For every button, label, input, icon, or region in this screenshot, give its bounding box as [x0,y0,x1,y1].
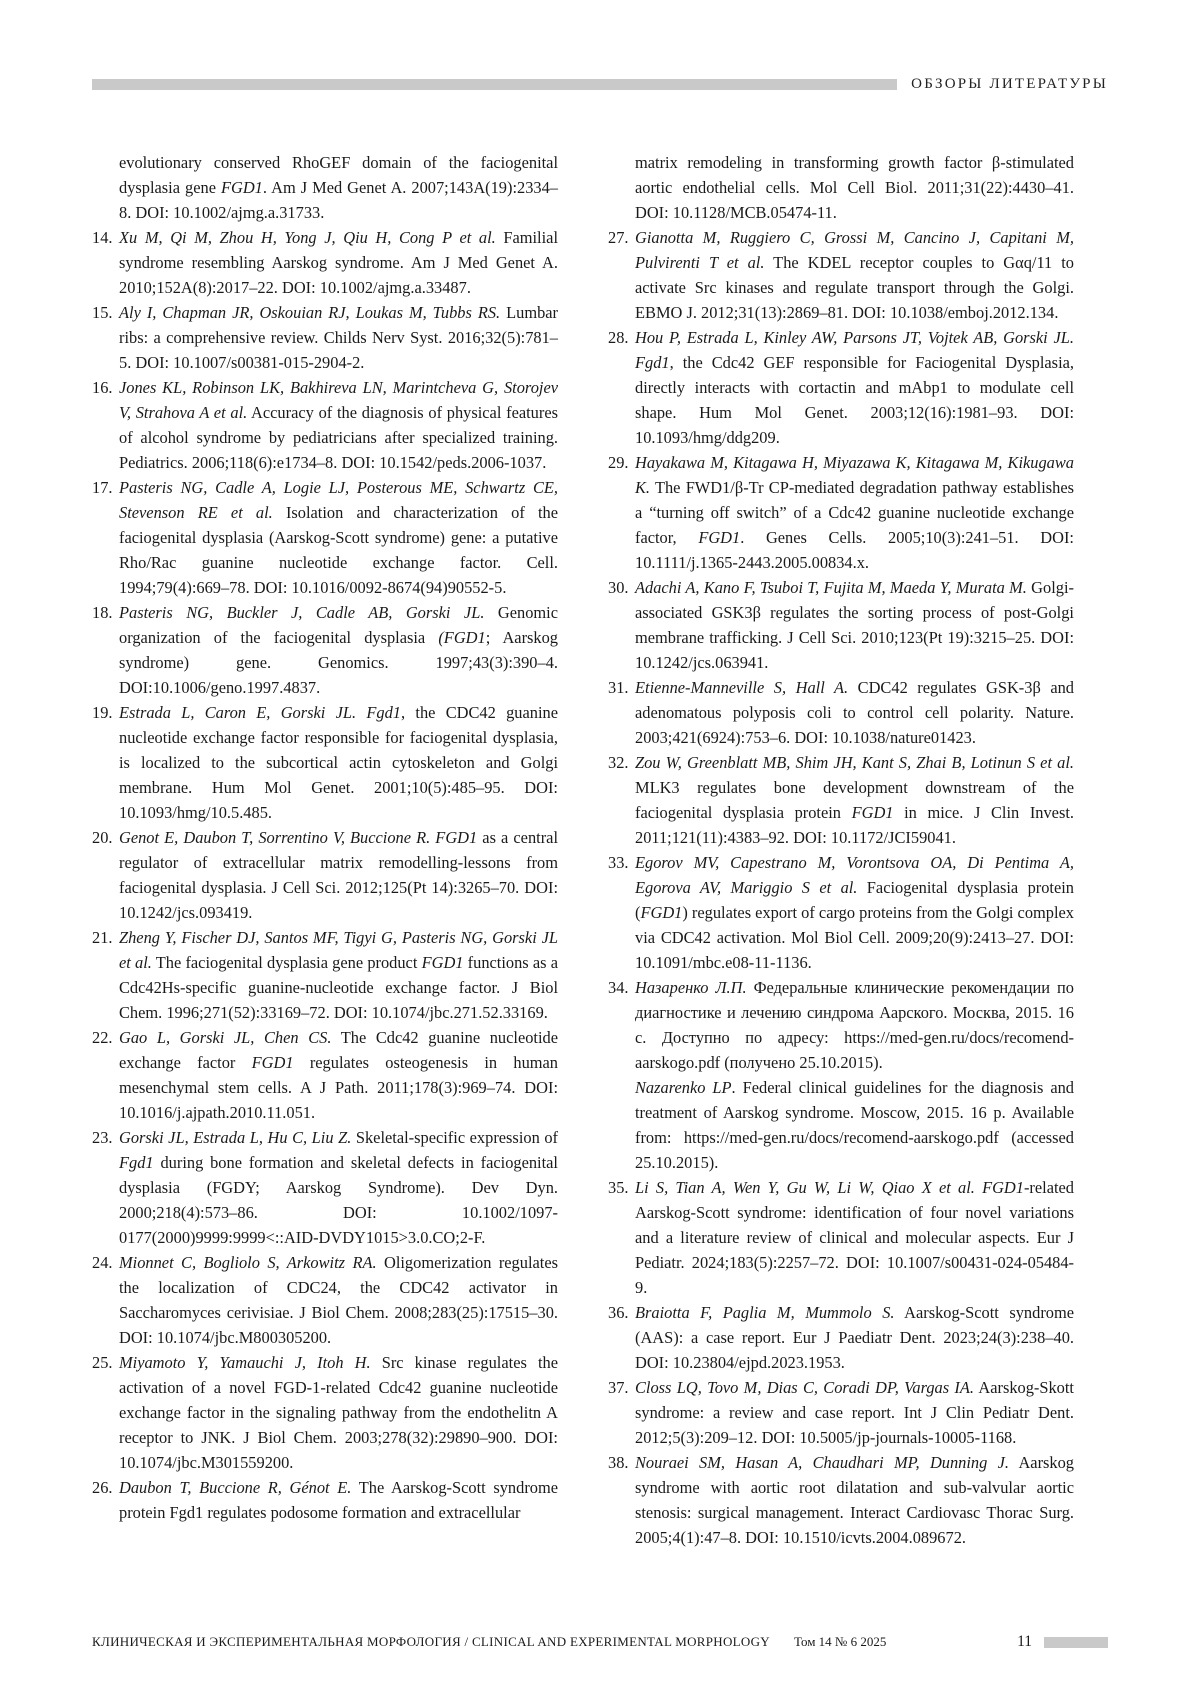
issue-info: Том 14 № 6 2025 [793,1634,887,1649]
reference-text-segment: regulates osteogenesis in human mesenchymal stem cells. A J Path. 2011;178(3):969–74. DOI: 10.1016/j.ajpath.2010.11.051. [119,1053,559,1122]
reference-text-segment: Fgd1 [119,1153,154,1172]
reference-number: 23. [92,1128,113,1147]
reference-text-segment: Gao L, Gorski JL, Chen CS. [119,1028,332,1047]
reference-item [92,375,558,475]
reference-number: 34. [608,978,629,997]
reference-text-segment: Hou P, Estrada L, Kinley AW, Parsons JT, Vojtek AB, Gorski JL. Fgd1 [635,328,1074,372]
reference-text-segment: Zheng Y, Fischer DJ, Santos MF, Tigyi G, Pasteris NG, Gorski JL et al. [119,928,558,972]
reference-item [608,750,1074,850]
reference-text-segment: Федеральные клинические рекомендации по диагностике и лечению синдрома Аарского. Москва, 2015. 16 с. Доступно по адресу: https://med-gen.ru/docs/recomend-aarskogo.pdf (получено 25.10.2015). [635,978,1074,1072]
reference-item [608,675,1074,750]
reference-number: 36. [608,1303,629,1322]
reference-number: 24. [92,1253,113,1272]
reference-text-segment: Jones KL, Robinson LK, Bakhireva LN, Marintcheva G, Storojev V, Strahova A et al. [119,378,558,422]
reference-item [608,975,1074,1075]
reference-item [608,1450,1074,1550]
reference-text-segment: The faciogenital dysplasia gene product [151,953,422,972]
reference-text-segment: Lumbar ribs: a comprehensive review. Childs Nerv Syst. 2016;32(5):781–5. DOI: 10.1007/s00381-015-2904-2. [119,303,559,372]
reference-text-segment: Closs LQ, Tovo M, Dias C, Coradi DP, Vargas IA. [635,1378,974,1397]
reference-number: 15. [92,303,113,322]
page-number: 11 [1017,1633,1032,1650]
reference-text-segment: Estrada L, Caron E, Gorski JL. Fgd1 [119,703,401,722]
reference-text-segment: FGD1 [221,178,263,197]
section-heading: ОБЗОРЫ ЛИТЕРАТУРЫ [911,76,1108,92]
reference-text-segment: Golgi-associated GSK3β regulates the sorting process of post-Golgi membrane trafficking. J Cell Sci. 2010;123(Pt 19):3215–25. DOI: 10.1242/jcs.063941. [635,578,1074,672]
reference-text-segment: FGD1 [421,953,464,972]
reference-text-segment: Aarskog-Scott syndrome (AAS): a case report. Eur J Paediatr Dent. 2023;24(3):238–40. DOI: 10.23804/ejpd.2023.1953. [635,1303,1075,1372]
reference-text-segment: Genomic organization of the faciogenital dysplasia [119,603,558,647]
reference-text-segment: Pasteris NG, Cadle A, Logie LJ, Posterous ME, Schwartz CE, Stevenson RE et al. [119,478,558,522]
reference-number: 35. [608,1178,629,1197]
reference-number: 25. [92,1353,113,1372]
reference-text-segment: Genot E, Daubon T, Sorrentino V, Buccione R. FGD1 [119,828,478,847]
reference-text-segment: Egorov MV, Capestrano M, Vorontsova OA, Di Pentima A, Egorova AV, Mariggio S et al. [635,853,1074,897]
reference-item [608,225,1074,325]
reference-number: 20. [92,828,113,847]
reference-text-segment: . Federal clinical guidelines for the diagnosis and treatment of Aarskog syndrome. Moscow, 2015. 16 p. Available from: https://med-gen.ru/docs/recomend-aarskogo.pdf (accessed 25.10.2015). [635,1078,1074,1172]
references-section [92,150,1108,1550]
reference-text-segment: matrix remodeling in transforming growth factor β-stimulated aortic endothelial cells. Mol Cell Biol. 2011;31(22):4430–41. DOI: 10.1128/MCB.05474-11. [635,153,1074,222]
reference-item [92,1125,558,1250]
reference-text-segment: The Aarskog-Scott syndrome protein Fgd1 regulates podosome formation and extracellular [119,1478,558,1522]
reference-continuation [608,1075,1074,1175]
reference-text-segment: Назаренко Л.П. [635,978,747,997]
reference-number: 31. [608,678,629,697]
reference-continuation [92,150,558,225]
reference-number: 22. [92,1028,113,1047]
reference-text-segment: Skeletal-specific expression of [351,1128,558,1147]
reference-text-segment: Adachi A, Kano F, Tsuboi T, Fujita M, Maeda Y, Murata M. [635,578,1027,597]
reference-text-segment: MLK3 regulates bone development downstream of the faciogenital dysplasia protein [635,778,1074,822]
reference-text-segment: . Am J Med Genet A. 2007;143A(19):2334–8. DOI: 10.1002/ajmg.a.31733. [119,178,558,222]
reference-number: 38. [608,1453,629,1472]
reference-item [92,475,558,600]
reference-item [92,825,558,925]
reference-text-segment: Familial syndrome resembling Aarskog syndrome. Am J Med Genet A. 2010;152A(8):2017–22. DOI: 10.1002/ajmg.a.33487. [119,228,558,297]
reference-text-segment: , the CDC42 guanine nucleotide exchange factor responsible for faciogenital dysplasia, is localized to the subcortical actin cytoskeleton and Golgi membrane. Hum Mol Genet. 2001;10(5):485–95. DOI: 10.1093/hmg/10.5.485. [119,703,558,822]
reference-text-segment: evolutionary conserved RhoGEF domain of the faciogenital dysplasia gene [119,153,558,197]
reference-text-segment: Daubon T, Buccione R, Génot E. [119,1478,352,1497]
reference-item [608,1175,1074,1300]
reference-number: 33. [608,853,629,872]
reference-continuation [608,150,1074,225]
reference-text-segment: Xu M, Qi M, Zhou H, Yong J, Qiu H, Cong P et al. [119,228,496,247]
reference-text-segment: Gorski JL, Estrada L, Hu C, Liu Z. [119,1128,352,1147]
page-footer [92,1633,1108,1651]
journal-title: КЛИНИЧЕСКАЯ И ЭКСПЕРИМЕНТАЛЬНАЯ МОРФОЛОГИЯ / CLINICAL AND EXPERIMENTAL MORPHOLOGY [92,1634,770,1649]
reference-number: 32. [608,753,629,772]
reference-text-segment: Aly I, Chapman JR, Oskouian RJ, Loukas M, Tubbs RS. [119,303,501,322]
reference-item [92,1350,558,1475]
reference-item [92,1250,558,1350]
reference-text-segment: . Genes Cells. 2005;10(3):241–51. DOI: 10.1111/j.1365-2443.2005.00834.x. [635,528,1074,572]
header-rule-bar [92,79,897,90]
reference-text-segment: FGD1 [251,1053,294,1072]
reference-number: 29. [608,453,629,472]
reference-text-segment: FGD1 [698,528,741,547]
reference-text-segment: ) regulates export of cargo proteins from the Golgi complex via CDC42 activation. Mol Biol Cell. 2009;20(9):2413–27. DOI: 10.1091/mbc.e08-11-1136. [635,903,1074,972]
reference-text-segment: Isolation and characterization of the faciogenital dysplasia (Aarskog-Scott syndrome) gene: a putative Rho/Rac guanine nucleotide exchange factor. Cell. 1994;79(4):669–78. DOI: 10.1016/0092-8674(94)90552-5. [119,503,558,597]
reference-text-segment: CDC42 regulates GSK-3β and adenomatous polyposis coli to control cell polarity. Nature. 2003;421(6924):753–6. DOI: 10.1038/nature01423. [635,678,1074,747]
reference-number: 30. [608,578,629,597]
reference-item [92,600,558,700]
reference-number: 21. [92,928,113,947]
reference-text-segment: Nouraei SM, Hasan A, Chaudhari MP, Dunning J. [635,1453,1010,1472]
references-column-left [92,150,558,1550]
reference-text-segment: Nazarenko LP [635,1078,732,1097]
reference-number: 27. [608,228,629,247]
reference-text-segment: Braiotta F, Paglia M, Mummolo S. [635,1303,895,1322]
reference-text-segment: Mionnet C, Bogliolo S, Arkowitz RA. [119,1253,377,1272]
reference-text-segment: Hayakawa M, Kitagawa H, Miyazawa K, Kitagawa M, Kikugawa K. [635,453,1074,497]
reference-item [608,325,1074,450]
reference-text-segment: functions as a Cdc42Hs-specific guanine-nucleotide exchange factor. J Biol Chem. 1996;271(52):33169–72. DOI: 10.1074/jbc.271.52.33169. [119,953,558,1022]
reference-item [608,1300,1074,1375]
reference-item [92,225,558,300]
reference-text-segment: Faciogenital dysplasia protein ( [635,878,1074,922]
reference-item [608,850,1074,975]
reference-text-segment: FGD1 [640,903,683,922]
page-header [92,76,1108,93]
reference-number: 28. [608,328,629,347]
reference-text-segment: Pasteris NG, Buckler J, Cadle AB, Gorski JL. [119,603,485,622]
reference-text-segment: Etienne-Manneville S, Hall A. [635,678,849,697]
footer-rule-bar [1044,1637,1108,1648]
reference-text-segment: during bone formation and skeletal defects in faciogenital dysplasia (FGDY; Aarskog Syndrome). Dev Dyn. 2000;218(4):573–86. DOI: 10.1002/1097-0177(2000)9999:9999<::AID-DVDY1015>3.0.CO;2-F. [119,1153,558,1247]
reference-item [92,700,558,825]
reference-text-segment: (FGD1 [438,628,486,647]
reference-text-segment: The Cdc42 guanine nucleotide exchange factor [119,1028,558,1072]
reference-text-segment: Oligomerization regulates the localization of CDC24, the CDC42 activator in Saccharomyces cerivisiae. J Biol Chem. 2008;283(25):17515–30. DOI: 10.1074/jbc.M800305200. [119,1253,558,1347]
reference-item [608,450,1074,575]
reference-number: 16. [92,378,113,397]
reference-item [92,925,558,1025]
reference-text-segment: Zou W, Greenblatt MB, Shim JH, Kant S, Zhai B, Lotinun S et al. [635,753,1074,772]
reference-text-segment: FGD1 [851,803,894,822]
reference-text-segment: ; Aarskog syndrome) gene. Genomics. 1997;43(3):390–4. DOI:10.1006/geno.1997.4837. [119,628,559,697]
reference-text-segment: The FWD1/β-Tr CP-mediated degradation pathway establishes a “turning off switch” of a Cdc42 guanine nucleotide exchange factor, [635,478,1074,547]
references-column-right [608,150,1074,1550]
reference-text-segment: The KDEL receptor couples to Gαq/11 to activate Src kinases and regulate transport through the Golgi. EBMO J. 2012;31(13):2869–81. DOI: 10.1038/emboj.2012.134. [635,253,1075,322]
reference-item [92,300,558,375]
reference-number: 17. [92,478,113,497]
reference-text-segment: Src kinase regulates the activation of a novel FGD-1-related Cdc42 guanine nucleotide exchange factor in the signaling pathway from the endothelitn A receptor to JNK. J Biol Chem. 2003;278(32):29890–900. DOI: 10.1074/jbc.M301559200. [119,1353,558,1472]
reference-number: 37. [608,1378,629,1397]
reference-number: 18. [92,603,113,622]
reference-text-segment: Gianotta M, Ruggiero C, Grossi M, Cancino J, Capitani M, Pulvirenti T et al. [635,228,1074,272]
reference-text-segment: -related Aarskog-Scott syndrome: identification of four novel variations and a literature review of clinical and molecular aspects. Eur J Pediatr. 2024;183(5):2257–72. DOI: 10.1007/s00431-024-05484-9. [635,1178,1074,1297]
reference-text-segment: Aarskog-Skott syndrome: a review and case report. Int J Clin Pediatr Dent. 2012;5(3):209–12. DOI: 10.5005/jp-journals-10005-1168. [635,1378,1074,1447]
reference-text-segment: , the Cdc42 GEF responsible for Faciogenital Dysplasia, directly interacts with cortactin and mAbp1 to modulate cell shape. Hum Mol Genet. 2003;12(16):1981–93. DOI: 10.1093/hmg/ddg209. [635,353,1074,447]
reference-text-segment: as a central regulator of extracellular matrix remodelling-lessons from faciogenital dysplasia. J Cell Sci. 2012;125(Pt 14):3265–70. DOI: 10.1242/jcs.093419. [119,828,558,922]
reference-text-segment: Li S, Tian A, Wen Y, Gu W, Li W, Qiao X et al. FGD1 [635,1178,1024,1197]
reference-text-segment: Aarskog syndrome with aortic root dilatation and sub-valvular aortic stenosis: surgical management. Interact Cardiovasc Thorac Surg. 2005;4(1):47–8. DOI: 10.1510/icvts.2004.089672. [635,1453,1074,1547]
reference-item [608,1375,1074,1450]
reference-text-segment: Accuracy of the diagnosis of physical features of alcohol syndrome by pediatricians after specialized training. Pediatrics. 2006;118(6):e1734–8. DOI: 10.1542/peds.2006-1037. [119,403,558,472]
reference-text-segment: Miyamoto Y, Yamauchi J, Itoh H. [119,1353,371,1372]
reference-text-segment: in mice. J Clin Invest. 2011;121(11):4383–92. DOI: 10.1172/JCI59041. [635,803,1074,847]
reference-item [92,1475,558,1525]
reference-number: 14. [92,228,113,247]
reference-number: 19. [92,703,113,722]
reference-number: 26. [92,1478,113,1497]
reference-item [92,1025,558,1125]
reference-item [608,575,1074,675]
